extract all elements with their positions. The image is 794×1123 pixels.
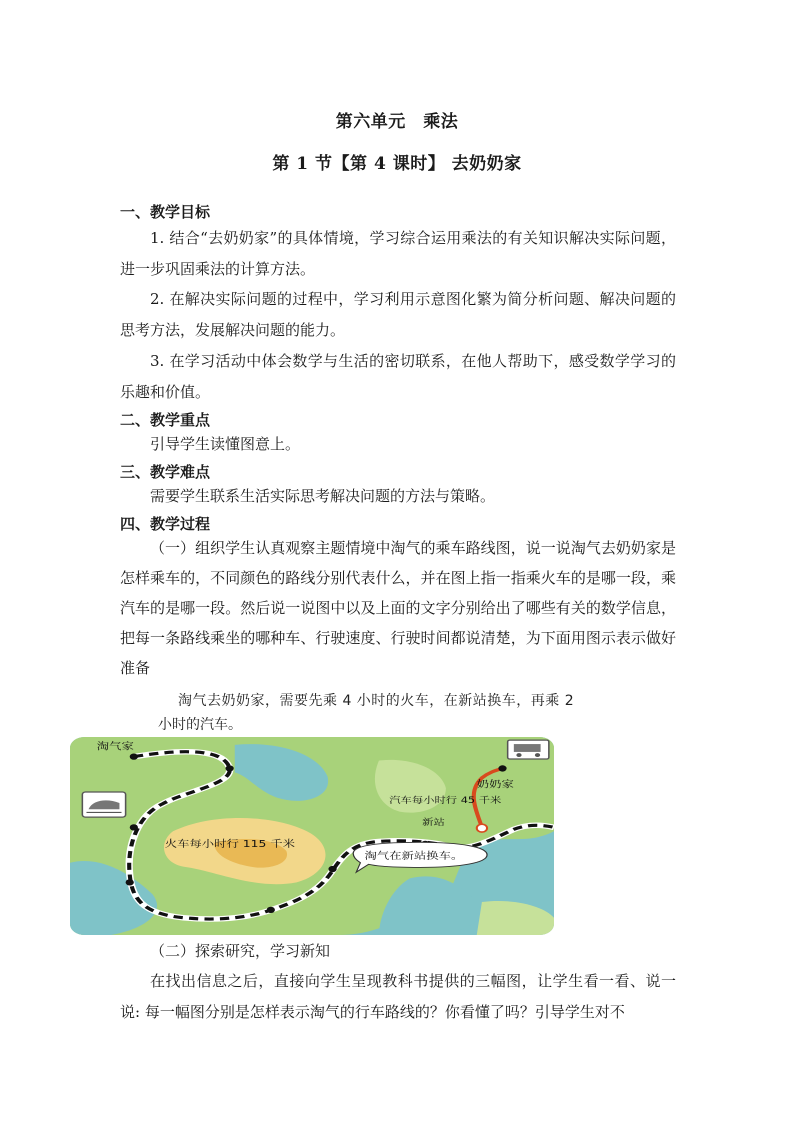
bus-icon xyxy=(508,740,549,759)
label-home: 淘气家 xyxy=(96,740,134,753)
objective-3: 3. 在学习活动中体会数学与生活的密切联系，在他人帮助下，感受数学学习的乐趣和价值。 xyxy=(120,352,676,401)
lesson-title: 第 1 节【第 4 课时】 去奶奶家 xyxy=(272,154,522,174)
label-bus-speed: 汽车每小时行 45 千米 xyxy=(389,796,502,806)
objective-1: 1. 结合“去奶奶家”的具体情境，学习综合运用乘法的有关知识解决实际问题，进一步巩固乘法的计算方法。 xyxy=(120,229,676,278)
difficulty-text: 需要学生联系生活实际思考解决问题的方法与策略。 xyxy=(150,487,496,505)
section-heading-key-points: 二、教学重点 xyxy=(120,411,211,429)
label-bubble: 淘气在新站换车。 xyxy=(364,850,464,862)
section-heading-difficulties: 三、教学难点 xyxy=(120,463,211,481)
route-map xyxy=(70,737,554,935)
train-icon xyxy=(82,792,125,817)
label-grandma-home: 奶奶家 xyxy=(476,778,514,790)
label-train-speed: 火车每小时行 115 千米 xyxy=(164,838,295,850)
figure-caption-line-2: 小时的汽车。 xyxy=(158,717,242,733)
process-step-3: 在找出信息之后，直接向学生呈现教科书提供的三幅图，让学生看一看、说一说: 每一幅图分别是怎样表示淘气的行车路线的？你看懂了吗？引导学生对不 xyxy=(120,972,676,1021)
objective-2: 2. 在解决实际问题的过程中，学习利用示意图化繁为简分析问题、解决问题的思考方法，发展解决问题的能力。 xyxy=(120,290,676,339)
process-step-2: （二）探索研究，学习新知 xyxy=(150,942,331,960)
process-step-1: （一）组织学生认真观察主题情境中淘气的乘车路线图，说一说淘气去奶奶家是怎样乘车的，不同颜色的路线分别代表什么，并在图上指一指乘火车的是哪一段，乘汽车的是哪一段。然后说一说图中以及上面的文字分别给出了哪些有关的数学信息，把每一条路线乘坐的哪种车、行驶速度、行驶时间都说清楚，为下面用图示表示做好准备 xyxy=(120,539,676,677)
key-point-text: 引导学生读懂图意上。 xyxy=(150,435,301,453)
section-heading-objectives: 一、教学目标 xyxy=(120,203,211,221)
label-new-station: 新站 xyxy=(422,818,445,828)
figure-caption-line-1: 淘气去奶奶家，需要先乘 4 小时的火车，在新站换车，再乘 2 xyxy=(178,693,575,709)
section-heading-process: 四、教学过程 xyxy=(120,515,211,533)
unit-title: 第六单元 乘法 xyxy=(335,112,459,132)
